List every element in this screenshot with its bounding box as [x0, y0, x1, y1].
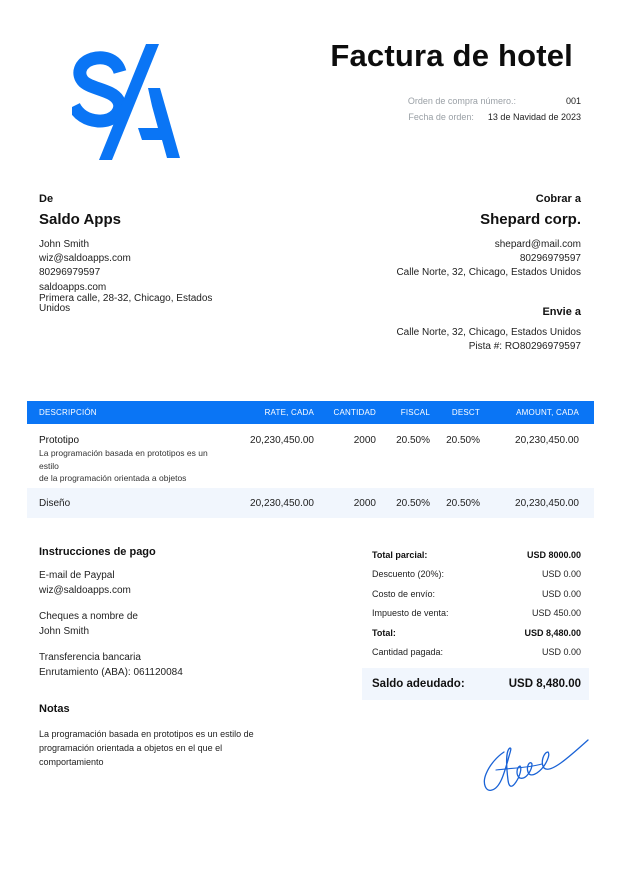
paypal-email: wiz@saldoapps.com	[39, 585, 131, 596]
order-date-row	[408, 112, 581, 122]
item-description-line: La programación basada en prototipos es un	[39, 448, 208, 458]
shipping-label: Costo de envío:	[372, 588, 436, 599]
from-company: Saldo Apps	[39, 211, 121, 228]
header-discount: DESCT	[451, 408, 480, 417]
bill-to-phone: 80296979597	[519, 253, 581, 264]
balance-due-label: Saldo adeudado:	[372, 678, 465, 690]
item-rate: 20,230,450.00	[250, 497, 314, 509]
item-discount: 20.50%	[446, 497, 480, 509]
amount-paid-value: USD 0.00	[541, 647, 581, 658]
saldo-apps-logo	[72, 44, 180, 160]
cheque-name: John Smith	[39, 626, 90, 637]
table-row	[27, 424, 594, 488]
from-label: De	[39, 193, 54, 205]
ship-to-address: Calle Norte, 32, Chicago, Estados Unidos	[396, 327, 581, 338]
item-description-line: de la programación orientada a objetos	[39, 473, 187, 483]
discount-label: Descuento (20%):	[372, 569, 445, 580]
table-row	[27, 488, 594, 518]
bill-to-company: Shepard corp.	[480, 211, 581, 228]
total-row	[362, 623, 589, 643]
from-name: John Smith	[39, 239, 90, 250]
discount-row	[362, 565, 589, 585]
order-date-label: Fecha de orden:	[408, 112, 474, 122]
subtotal-row	[362, 545, 589, 565]
amount-paid-label: Cantidad pagada:	[372, 647, 444, 658]
ship-to-track: Pista #: RO80296979597	[468, 341, 581, 352]
payment-instructions	[39, 546, 269, 680]
invoice-title: Factura de hotel	[330, 38, 573, 73]
notes-heading: Notas	[39, 703, 70, 715]
notes-section	[39, 703, 269, 769]
header-tax: FISCAL	[400, 408, 430, 417]
order-number-value: 001	[565, 96, 581, 106]
header-rate: RATE, CADA	[264, 408, 314, 417]
item-amount: 20,230,450.00	[515, 497, 579, 509]
sales-tax-label: Impuesto de venta:	[372, 608, 449, 619]
cheque-label: Cheques a nombre de	[39, 611, 138, 622]
paypal-label: E-mail de Paypal	[39, 570, 115, 581]
bank-transfer-label: Transferencia bancaria	[39, 652, 141, 663]
from-website: saldoapps.com	[39, 282, 107, 293]
shipping-row	[362, 584, 589, 604]
subtotal-value: USD 8000.00	[526, 549, 581, 560]
routing-number: Enrutamiento (ABA): 061120084	[39, 667, 183, 678]
item-title: Diseño	[39, 497, 71, 509]
from-section	[39, 193, 249, 314]
notes-text: La programación basada en prototipos es un estilo de programación orientada a objetos en el que el comportamiento	[39, 729, 254, 767]
item-tax: 20.50%	[396, 497, 430, 509]
bill-to-label: Cobrar a	[535, 193, 581, 205]
total-label: Total:	[372, 627, 396, 638]
totals-section	[362, 545, 589, 700]
balance-due-value: USD 8,480.00	[508, 678, 581, 690]
sales-tax-value: USD 450.00	[531, 608, 581, 619]
order-date-value: 13 de Navidad de 2023	[487, 112, 581, 122]
item-rate: 20,230,450.00	[250, 435, 314, 446]
item-quantity: 2000	[353, 497, 376, 509]
item-discount: 20.50%	[446, 435, 480, 446]
bill-to-email: shepard@mail.com	[494, 239, 581, 250]
amount-paid-row	[362, 643, 589, 663]
sales-tax-row	[362, 604, 589, 624]
header-description: DESCRIPCIÓN	[39, 408, 97, 417]
from-email: wiz@saldoapps.com	[39, 253, 131, 264]
items-table	[27, 401, 594, 518]
ship-to-section	[321, 306, 581, 354]
bill-to-address: Calle Norte, 32, Chicago, Estados Unidos	[396, 267, 581, 278]
item-description-line: estilo	[39, 460, 59, 471]
from-address: Primera calle, 28-32, Chicago, Estados Unidos	[39, 293, 213, 314]
from-phone: 80296979597	[39, 267, 101, 278]
total-value: USD 8,480.00	[524, 627, 581, 638]
item-quantity: 2000	[353, 435, 376, 446]
signature	[482, 734, 590, 796]
shipping-value: USD 0.00	[541, 588, 581, 599]
discount-value: USD 0.00	[541, 569, 581, 580]
order-number-row	[408, 96, 581, 106]
item-tax: 20.50%	[396, 435, 430, 446]
table-header	[27, 401, 594, 424]
bill-to-section	[321, 193, 581, 280]
subtotal-label: Total parcial:	[372, 549, 428, 560]
ship-to-label: Envie a	[542, 306, 581, 318]
payment-heading: Instrucciones de pago	[39, 546, 156, 558]
order-number-label: Orden de compra número.:	[407, 96, 516, 106]
item-amount: 20,230,450.00	[515, 435, 579, 446]
header-quantity: CANTIDAD	[333, 408, 376, 417]
item-title: Prototipo	[39, 435, 80, 446]
header-amount: AMOUNT, CADA	[516, 408, 579, 417]
balance-due-row	[362, 668, 589, 700]
